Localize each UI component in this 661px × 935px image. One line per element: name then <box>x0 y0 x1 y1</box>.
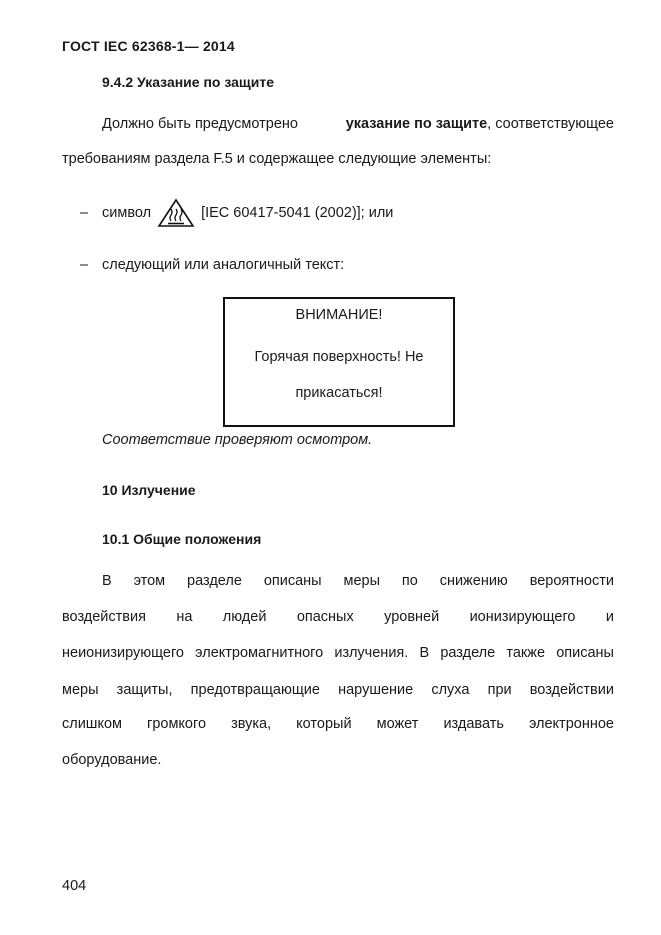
paragraph-word: В <box>102 573 112 589</box>
page-number: 404 <box>62 878 87 894</box>
paragraph-word: который <box>296 716 352 732</box>
paragraph-word: также <box>506 645 546 661</box>
list-item-text: [IEC 60417-5041 (2002)]; или <box>201 205 394 221</box>
warning-title: ВНИМАНИЕ! <box>295 307 383 323</box>
paragraph-line <box>62 716 614 732</box>
paragraph-word: при <box>487 682 512 698</box>
paragraph-word: электромагнитного <box>195 645 324 661</box>
warning-label-box <box>223 297 455 427</box>
paragraph-line <box>62 645 614 661</box>
paragraph-word: предотвращающие <box>190 682 320 698</box>
paragraph-word: слишком <box>62 716 122 732</box>
paragraph-word: разделе <box>187 573 242 589</box>
paragraph-line <box>62 752 614 768</box>
paragraph-word: по <box>401 573 418 589</box>
paragraph-word: людей <box>222 609 267 625</box>
list-item-text: символ <box>102 205 152 221</box>
subsection-heading-101: 10.1 Общие положения <box>102 531 262 547</box>
list-item <box>80 198 393 228</box>
paragraph-word: неионизирующего <box>62 645 184 661</box>
paragraph-word: уровней <box>384 609 440 625</box>
paragraph-text: Должно быть предусмотрено <box>102 116 298 132</box>
paragraph-word: меры <box>343 573 380 589</box>
paragraph-word: этом <box>133 573 166 589</box>
paragraph-word: электронное <box>528 716 614 732</box>
paragraph-line <box>102 116 614 132</box>
paragraph-word: оборудование. <box>62 752 162 768</box>
paragraph-word: звука, <box>231 716 272 732</box>
section-heading-10: 10 Излучение <box>102 482 196 498</box>
paragraph-word: слуха <box>431 682 470 698</box>
paragraph-word: описаны <box>556 645 614 661</box>
list-item-text: следующий или аналогичный текст: <box>102 257 345 273</box>
paragraph-line: требованиям раздела F.5 и содержащее следующие элементы: <box>62 151 492 167</box>
paragraph-fragment <box>346 116 614 132</box>
document-header: ГОСТ IEC 62368-1— 2014 <box>62 38 235 54</box>
paragraph-word: излучения. <box>334 645 409 661</box>
list-item <box>80 257 344 273</box>
paragraph-word: защиты, <box>116 682 173 698</box>
paragraph-word: на <box>176 609 193 625</box>
paragraph-word: описаны <box>263 573 322 589</box>
paragraph-word: может <box>376 716 419 732</box>
paragraph-word: В <box>419 645 430 661</box>
paragraph-text: , соответствующее <box>487 116 614 132</box>
paragraph-word: ионизирующего <box>469 609 576 625</box>
paragraph-word: громкого <box>147 716 207 732</box>
list-dash: – <box>80 205 89 221</box>
section-heading-942: 9.4.2 Указание по защите <box>102 74 274 90</box>
paragraph-word: снижению <box>439 573 508 589</box>
paragraph-word: разделе <box>440 645 496 661</box>
compliance-note: Соответствие проверяют осмотром. <box>102 432 373 448</box>
paragraph-word: нарушение <box>338 682 414 698</box>
paragraph-line <box>62 609 614 625</box>
paragraph-word: издавать <box>443 716 504 732</box>
paragraph-line <box>62 682 614 698</box>
warning-text-line: прикасаться! <box>295 385 383 401</box>
list-dash: – <box>80 257 89 273</box>
paragraph-word: вероятности <box>529 573 614 589</box>
hot-surface-warning-icon <box>157 198 195 228</box>
warning-text-line: Горячая поверхность! Не <box>254 349 424 365</box>
paragraph-word: воздействия <box>62 609 146 625</box>
paragraph-word: опасных <box>296 609 354 625</box>
paragraph-word: и <box>605 609 614 625</box>
paragraph-word: меры <box>62 682 99 698</box>
emphasis-text: указание по защите <box>345 116 488 132</box>
paragraph-line <box>102 573 614 589</box>
paragraph-word: воздействии <box>529 682 614 698</box>
